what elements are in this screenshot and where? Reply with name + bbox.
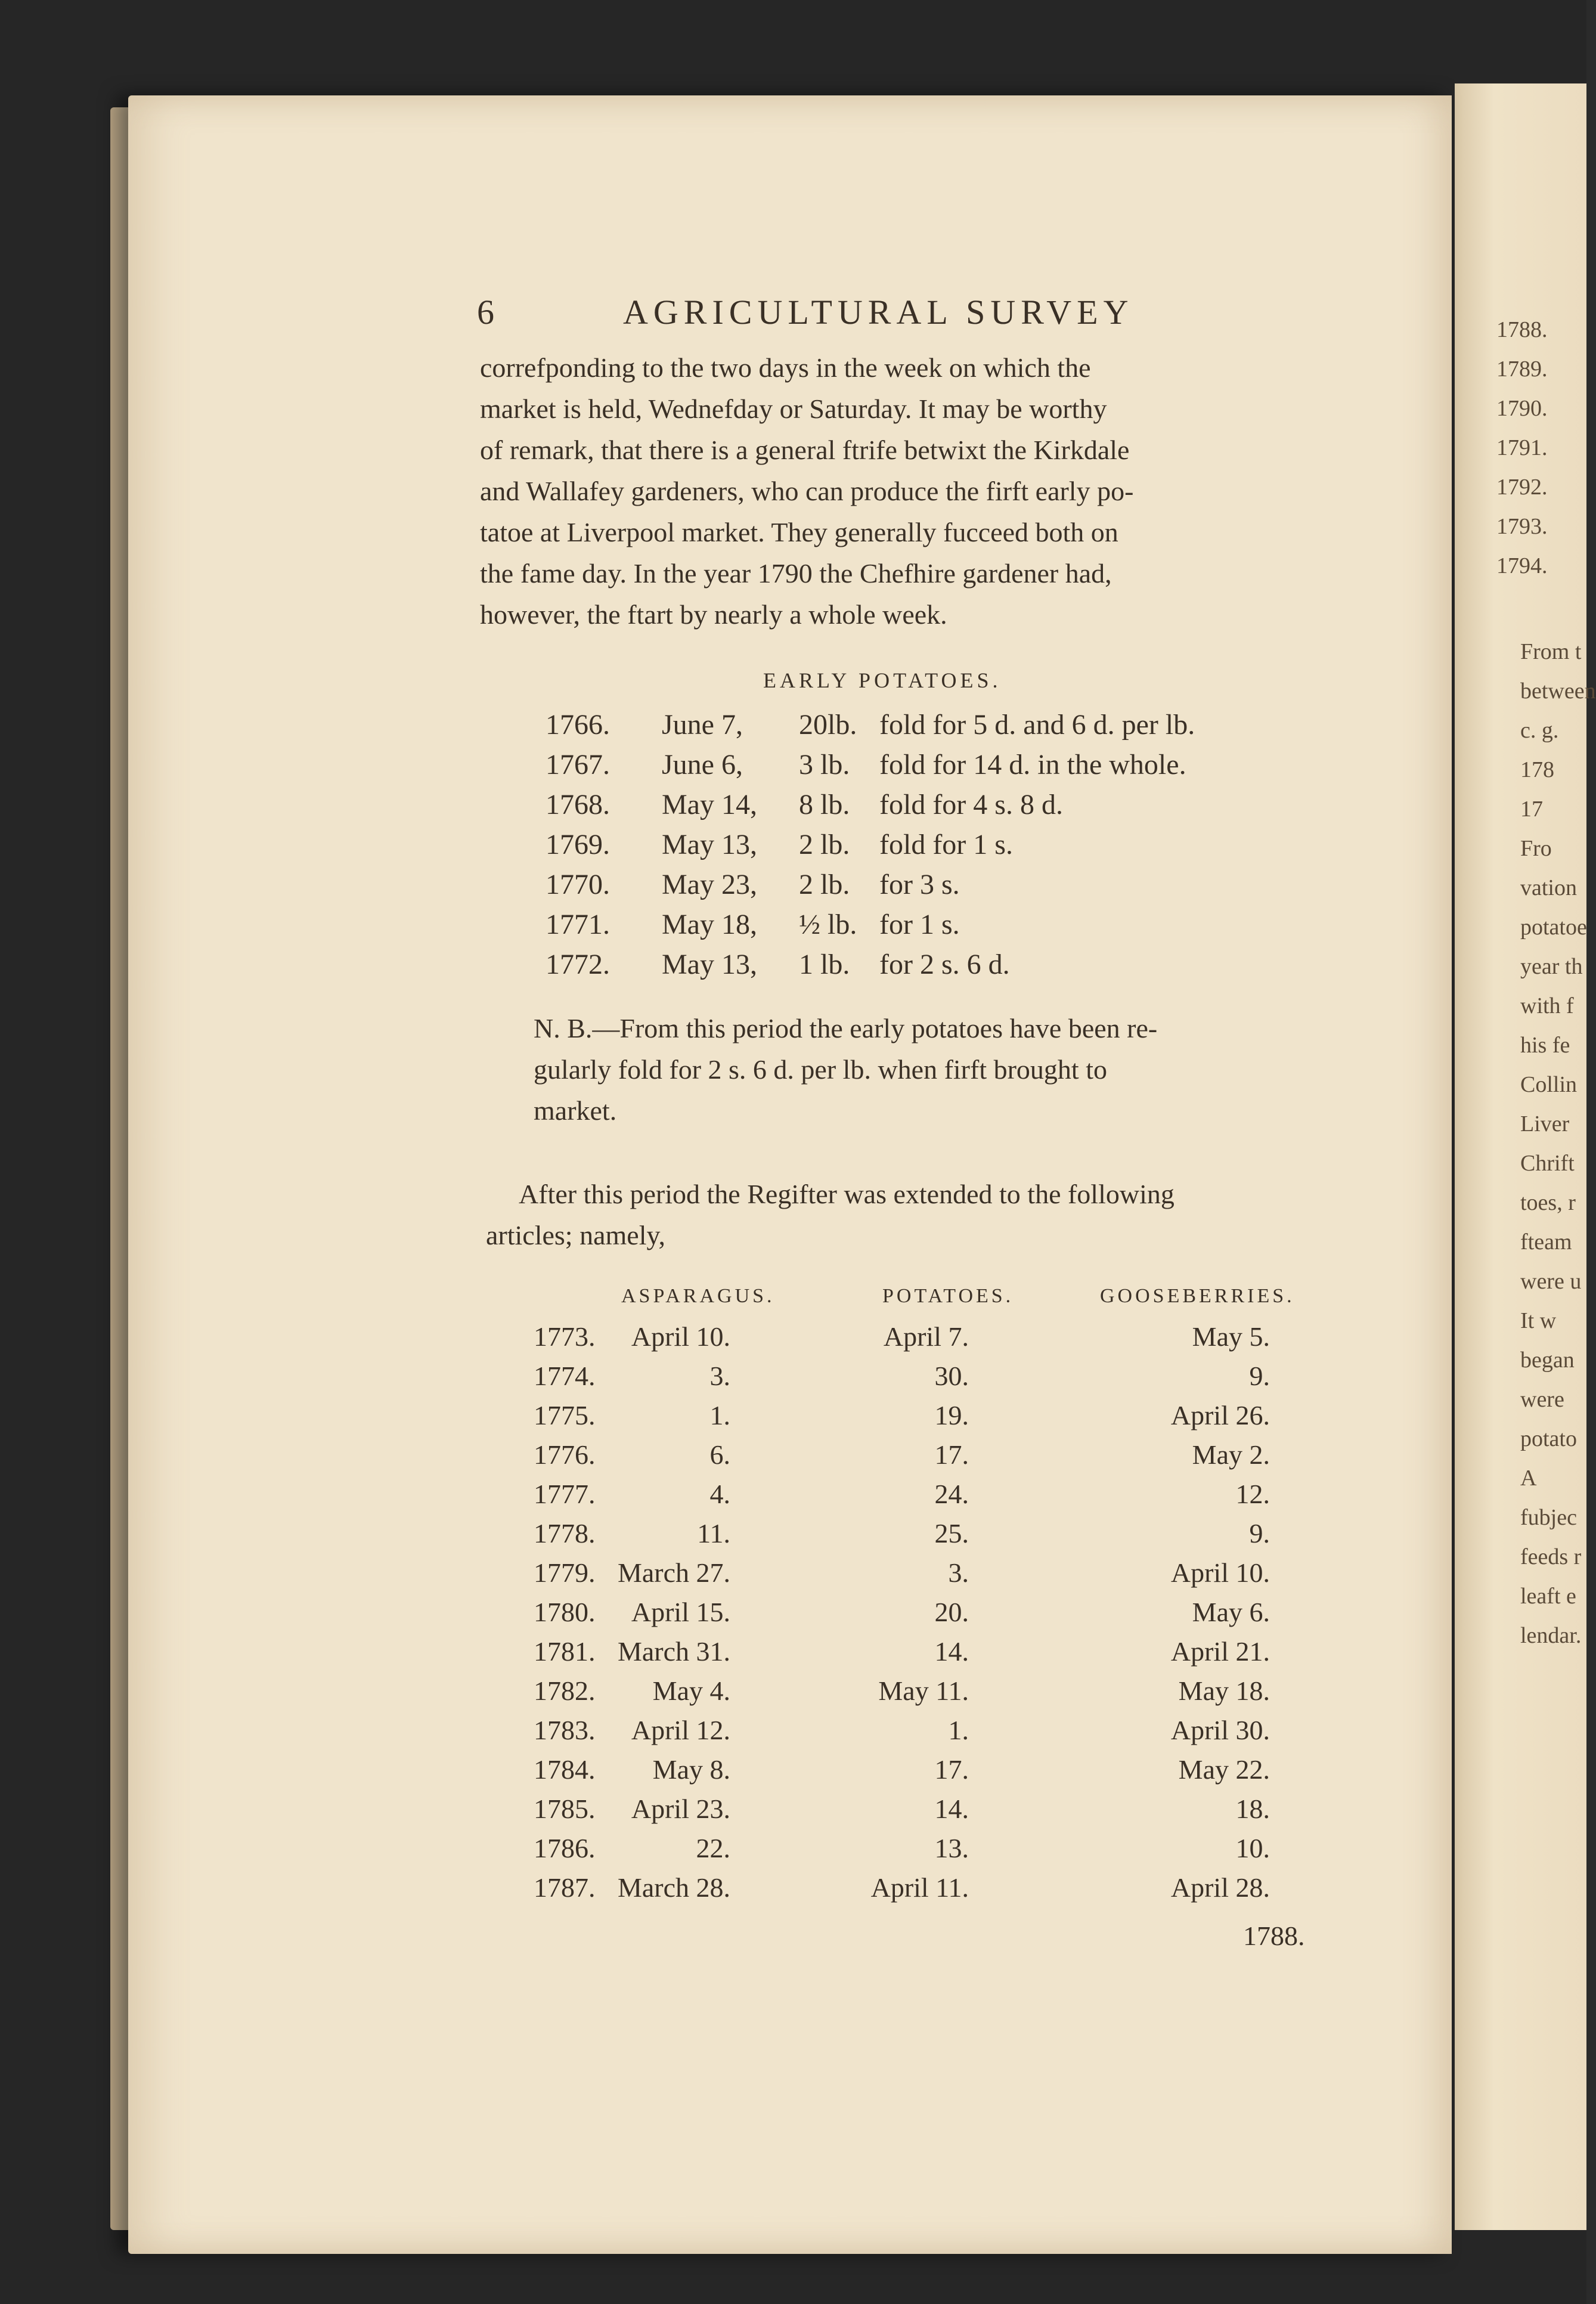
cell-year: 1769. xyxy=(546,829,610,860)
cell-year: 1770. xyxy=(546,869,610,900)
cell-asparagus: 22. xyxy=(696,1833,730,1863)
text-line: After this period the Regifter was extended to the following xyxy=(519,1179,1174,1209)
cell-year: 1767. xyxy=(546,749,610,781)
text-line: gularly fold for 2 s. 6 d. per lb. when firft brought to xyxy=(534,1054,1107,1085)
facing-fragment: 178 xyxy=(1520,757,1554,782)
catchword: 1788. xyxy=(1243,1921,1305,1951)
facing-fragment: lendar. xyxy=(1520,1623,1582,1648)
cell-potatoes: April 7. xyxy=(883,1321,969,1352)
page-number: 6 xyxy=(477,293,494,332)
cell-year: 1782. xyxy=(534,1676,596,1706)
cell-note: for 1 s. xyxy=(879,909,960,940)
facing-fragment: with f xyxy=(1520,993,1574,1018)
facing-fragment: Liver xyxy=(1520,1111,1570,1136)
page-header xyxy=(477,292,1180,340)
facing-fragment: It w xyxy=(1520,1308,1557,1333)
facing-fragment: Collin xyxy=(1520,1072,1578,1097)
cell-note: for 2 s. 6 d. xyxy=(879,949,1010,980)
cell-note: fold for 5 d. and 6 d. per lb. xyxy=(879,709,1195,741)
cell-note: fold for 4 s. 8 d. xyxy=(879,789,1063,820)
facing-fragment: began xyxy=(1520,1348,1575,1373)
nota-bene xyxy=(534,1008,1309,1131)
facing-fragment: feeds r xyxy=(1520,1544,1582,1569)
cell-year: 1772. xyxy=(546,949,610,980)
facing-fragment: Fro xyxy=(1520,836,1552,861)
cell-qty: ½ lb. xyxy=(799,909,857,940)
cell-gooseberries: 12. xyxy=(1235,1479,1270,1509)
cell-year: 1787. xyxy=(534,1872,596,1903)
cell-gooseberries: May 18. xyxy=(1178,1676,1270,1706)
cell-potatoes: 30. xyxy=(934,1361,969,1391)
cell-potatoes: 20. xyxy=(934,1597,969,1627)
potatoes-header: POTATOES. xyxy=(882,1285,1014,1307)
cell-qty: 8 lb. xyxy=(799,789,850,820)
text-line: correfponding to the two days in the week on which the xyxy=(480,352,1091,383)
cell-year: 1773. xyxy=(534,1321,596,1352)
facing-fragment: toes, r xyxy=(1520,1190,1576,1215)
facing-year: 1794. xyxy=(1496,553,1548,578)
facing-fragment: potato xyxy=(1520,1426,1577,1451)
cell-asparagus: March 28. xyxy=(617,1872,730,1903)
cell-qty: 20lb. xyxy=(799,709,857,741)
cell-year: 1766. xyxy=(546,709,610,741)
asparagus-header: ASPARAGUS. xyxy=(621,1285,775,1307)
cell-note: fold for 14 d. in the whole. xyxy=(879,749,1186,781)
cell-asparagus: April 15. xyxy=(631,1597,730,1627)
cell-asparagus: 1. xyxy=(709,1400,730,1430)
facing-fragment: were xyxy=(1520,1387,1564,1412)
text-line: of remark, that there is a general ftrife betwixt the Kirkdale xyxy=(480,435,1130,465)
cell-year: 1780. xyxy=(534,1597,596,1627)
cell-note: fold for 1 s. xyxy=(879,829,1013,860)
cell-asparagus: May 4. xyxy=(652,1676,730,1706)
register-intro xyxy=(486,1173,1312,1256)
cell-asparagus: April 12. xyxy=(631,1715,730,1745)
cell-year: 1783. xyxy=(534,1715,596,1745)
cell-asparagus: 11. xyxy=(697,1518,730,1549)
facing-fragment: between xyxy=(1520,679,1596,704)
cell-gooseberries: April 10. xyxy=(1170,1557,1270,1588)
cell-year: 1786. xyxy=(534,1833,596,1863)
cell-date: June 6, xyxy=(662,749,743,781)
text-line: market. xyxy=(534,1095,617,1126)
facing-page-years xyxy=(1496,310,1586,586)
facing-page-fragments xyxy=(1520,632,1596,1655)
cell-gooseberries: 9. xyxy=(1249,1518,1270,1549)
cell-potatoes: 17. xyxy=(934,1439,969,1470)
cell-potatoes: 3. xyxy=(948,1557,969,1588)
cell-potatoes: April 11. xyxy=(870,1872,969,1903)
cell-date: May 14, xyxy=(662,789,757,820)
facing-fragment: were u xyxy=(1520,1269,1582,1294)
cell-year: 1768. xyxy=(546,789,610,820)
cell-gooseberries: 10. xyxy=(1235,1833,1270,1863)
cell-asparagus: March 31. xyxy=(617,1636,730,1667)
cell-qty: 1 lb. xyxy=(799,949,850,980)
cell-year: 1771. xyxy=(546,909,610,940)
cell-gooseberries: May 22. xyxy=(1178,1754,1270,1785)
cell-date: May 23, xyxy=(662,869,757,900)
facing-fragment: Chrift xyxy=(1520,1151,1575,1176)
cell-asparagus: April 23. xyxy=(631,1794,730,1824)
facing-year: 1791. xyxy=(1496,435,1548,460)
cell-gooseberries: 18. xyxy=(1235,1794,1270,1824)
cell-date: May 13, xyxy=(662,949,757,980)
facing-fragment: potatoe xyxy=(1520,915,1587,940)
facing-fragment: fteam xyxy=(1520,1230,1572,1255)
running-head: AGRICULTURAL SURVEY xyxy=(623,293,1134,332)
text-line: the fame day. In the year 1790 the Chefhire gardener had, xyxy=(480,558,1112,589)
cell-year: 1777. xyxy=(534,1479,596,1509)
text-line: tatoe at Liverpool market. They generally fucceed both on xyxy=(480,517,1118,547)
text-line: N. B.—From this period the early potatoes have been re- xyxy=(534,1013,1158,1043)
text-line: and Wallafey gardeners, who can produce the firft early po- xyxy=(480,476,1134,506)
cell-potatoes: 14. xyxy=(934,1794,969,1824)
cell-date: May 18, xyxy=(662,909,757,940)
cell-gooseberries: April 26. xyxy=(1170,1400,1270,1430)
facing-year: 1790. xyxy=(1496,396,1548,421)
cell-gooseberries: May 5. xyxy=(1192,1321,1270,1352)
facing-fragment: year th xyxy=(1520,954,1583,979)
cell-potatoes: 17. xyxy=(934,1754,969,1785)
cell-year: 1775. xyxy=(534,1400,596,1430)
facing-fragment: fubjec xyxy=(1520,1505,1577,1530)
text-line: however, the ftart by nearly a whole week. xyxy=(480,599,947,630)
cell-year: 1774. xyxy=(534,1361,596,1391)
cell-potatoes: 25. xyxy=(934,1518,969,1549)
facing-fragment: vation xyxy=(1520,875,1577,900)
cell-asparagus: May 8. xyxy=(652,1754,730,1785)
cell-date: May 13, xyxy=(662,829,757,860)
cell-gooseberries: April 21. xyxy=(1170,1636,1270,1667)
facing-fragment: A xyxy=(1520,1466,1537,1491)
cell-potatoes: 19. xyxy=(934,1400,969,1430)
cell-asparagus: March 27. xyxy=(617,1557,730,1588)
intro-paragraph xyxy=(480,347,1303,635)
cell-potatoes: 1. xyxy=(948,1715,969,1745)
facing-year: 1793. xyxy=(1496,514,1548,539)
cell-qty: 3 lb. xyxy=(799,749,850,781)
text-line: market is held, Wednefday or Saturday. It may be worthy xyxy=(480,394,1107,424)
cell-asparagus: 4. xyxy=(709,1479,730,1509)
facing-year: 1788. xyxy=(1496,317,1548,342)
gooseberries-header: GOOSEBERRIES. xyxy=(1100,1285,1295,1307)
cell-asparagus: 3. xyxy=(709,1361,730,1391)
facing-fragment: From t xyxy=(1520,639,1582,664)
cell-year: 1779. xyxy=(534,1557,596,1588)
cell-gooseberries: April 28. xyxy=(1170,1872,1270,1903)
facing-fragment: 17 xyxy=(1520,797,1543,822)
cell-year: 1778. xyxy=(534,1518,596,1549)
facing-fragment: c. g. xyxy=(1520,718,1559,743)
cell-year: 1785. xyxy=(534,1794,596,1824)
cell-qty: 2 lb. xyxy=(799,869,850,900)
cell-note: for 3 s. xyxy=(879,869,960,900)
facing-fragment: leaft e xyxy=(1520,1584,1576,1609)
cell-gooseberries: 9. xyxy=(1249,1361,1270,1391)
facing-year: 1789. xyxy=(1496,357,1548,382)
cell-date: June 7, xyxy=(662,709,743,741)
facing-fragment: his fe xyxy=(1520,1033,1570,1058)
facing-year: 1792. xyxy=(1496,475,1548,500)
cell-gooseberries: May 2. xyxy=(1192,1439,1270,1470)
cell-year: 1776. xyxy=(534,1439,596,1470)
cell-qty: 2 lb. xyxy=(799,829,850,860)
cell-gooseberries: May 6. xyxy=(1192,1597,1270,1627)
cell-asparagus: 6. xyxy=(709,1439,730,1470)
early-potatoes-title: EARLY POTATOES. xyxy=(763,668,1002,692)
cell-gooseberries: April 30. xyxy=(1170,1715,1270,1745)
cell-potatoes: 14. xyxy=(934,1636,969,1667)
text-line: articles; namely, xyxy=(486,1220,665,1250)
cell-potatoes: May 11. xyxy=(878,1676,969,1706)
cell-potatoes: 24. xyxy=(934,1479,969,1509)
cell-potatoes: 13. xyxy=(934,1833,969,1863)
cell-asparagus: April 10. xyxy=(631,1321,730,1352)
cell-year: 1784. xyxy=(534,1754,596,1785)
cell-year: 1781. xyxy=(534,1636,596,1667)
